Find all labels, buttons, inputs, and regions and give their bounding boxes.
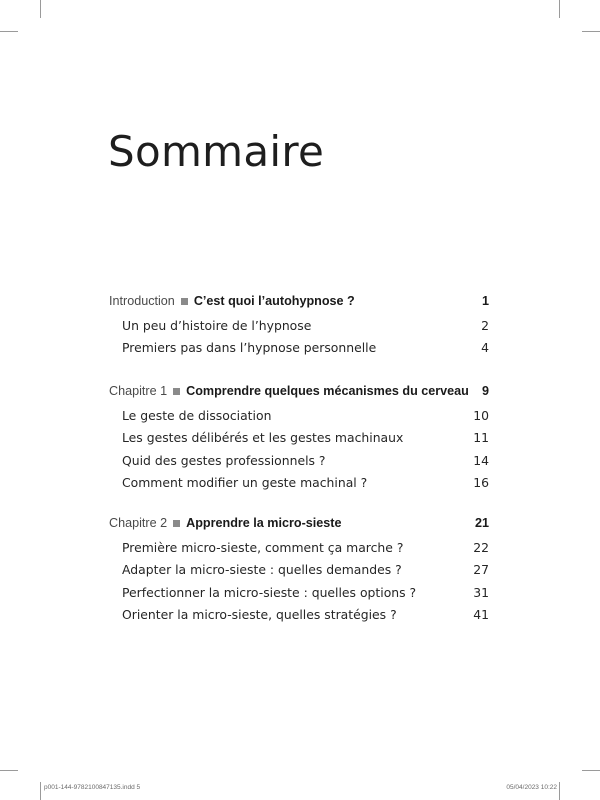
square-bullet-icon xyxy=(173,388,180,395)
toc-entry xyxy=(0,560,600,580)
entry-title: Adapter la micro-sieste : quelles demandes ? xyxy=(122,562,402,578)
toc-chapter xyxy=(0,381,600,401)
entry-page-number: 11 xyxy=(473,430,489,446)
toc-entry xyxy=(0,316,600,336)
toc-entry xyxy=(0,605,600,625)
entry-title: Le geste de dissociation xyxy=(122,408,272,423)
page-title: Sommaire xyxy=(108,127,325,177)
entry-title: Première micro-sieste, comment ça marche ? xyxy=(122,540,404,555)
chapter-prefix: Introduction xyxy=(109,294,175,308)
toc-chapter xyxy=(0,291,600,311)
entry-title: Perfectionner la micro-sieste : quelles options ? xyxy=(122,584,417,600)
toc-entry xyxy=(0,428,600,448)
entry-title: Orienter la micro-sieste, quelles stratégies ? xyxy=(122,606,397,622)
square-bullet-icon xyxy=(173,520,180,527)
toc-entry xyxy=(0,338,600,358)
toc-entry xyxy=(0,451,600,471)
footer-datetime: 05/04/2023 10:22 xyxy=(506,784,557,791)
entry-title: Un peu d’histoire de l’hypnose xyxy=(122,318,312,333)
chapter-page-number: 21 xyxy=(474,516,489,530)
entry-title: Les gestes délibérés et les gestes machinaux xyxy=(122,430,404,446)
entry-page-number: 2 xyxy=(481,318,489,333)
entry-page-number: 14 xyxy=(473,452,489,468)
entry-page-number: 16 xyxy=(473,474,489,490)
toc-entry xyxy=(0,583,600,603)
entry-page-number: 4 xyxy=(481,340,489,356)
chapter-title: Comprendre quelques mécanismes du cerveau xyxy=(186,384,469,398)
chapter-prefix: Chapitre 1 xyxy=(109,384,168,398)
entry-page-number: 31 xyxy=(473,584,489,600)
entry-title: Quid des gestes professionnels ? xyxy=(122,452,326,468)
entry-title: Premiers pas dans l’hypnose personnelle xyxy=(122,340,377,356)
chapter-page-number: 9 xyxy=(481,384,489,398)
entry-page-number: 41 xyxy=(473,606,489,622)
entry-page-number: 22 xyxy=(473,540,489,555)
entry-title: Comment modifier un geste machinal ? xyxy=(122,474,368,490)
footer-file: p001-144-9782100847135.indd 5 xyxy=(44,784,141,791)
toc-chapter xyxy=(0,513,600,533)
toc-entry xyxy=(0,406,600,426)
chapter-page-number: 1 xyxy=(481,294,489,308)
chapter-title: C’est quoi l’autohypnose ? xyxy=(193,294,355,308)
toc-entry xyxy=(0,538,600,558)
square-bullet-icon xyxy=(181,298,188,305)
toc-entry xyxy=(0,473,600,493)
entry-page-number: 27 xyxy=(473,562,489,578)
chapter-prefix: Chapitre 2 xyxy=(109,516,168,530)
chapter-title: Apprendre la micro-sieste xyxy=(186,516,342,530)
entry-page-number: 10 xyxy=(473,408,489,423)
